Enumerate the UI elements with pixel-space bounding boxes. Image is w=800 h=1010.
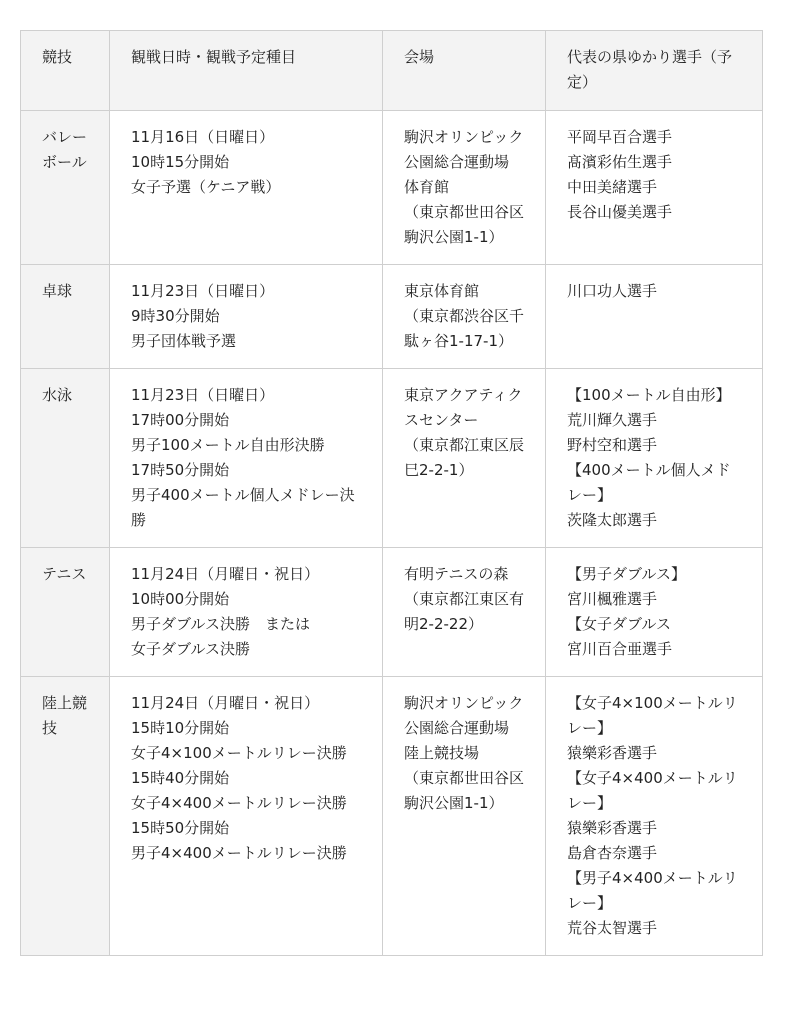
athlete-line: 中田美緒選手 xyxy=(567,178,658,196)
schedule-line: 11月24日（月曜日・祝日） xyxy=(131,565,320,583)
schedule-line: 11月24日（月曜日・祝日） xyxy=(131,694,320,712)
venue-line: （東京都世田谷区駒沢公園1-1） xyxy=(404,203,525,246)
schedule-line: 男子100メートル自由形決勝 xyxy=(131,436,325,454)
athlete-line: 【女子4×400メートルリレー】 xyxy=(567,769,738,812)
athlete-line: 髙濱彩佑生選手 xyxy=(567,153,673,171)
venue-line: 東京アクアティクスセンター xyxy=(404,386,523,429)
table-body xyxy=(21,111,763,956)
athlete-line: 荒川輝久選手 xyxy=(567,411,658,429)
schedule-line: 17時50分開始 xyxy=(131,461,230,479)
athletes-cell xyxy=(546,548,763,677)
athlete-line: 川口功人選手 xyxy=(567,282,658,300)
venue-line: 駒沢オリンピック公園総合運動場 陸上競技場 xyxy=(404,694,529,762)
athlete-line: 【400メートル個人メドレー】 xyxy=(567,461,731,504)
athlete-line: 宮川百合亜選手 xyxy=(567,640,673,658)
athlete-line: 【男子ダブルス】 xyxy=(567,565,686,583)
athlete-line: 【男子4×400メートルリレー】 xyxy=(567,869,738,912)
venue-line: （東京都世田谷区駒沢公園1-1） xyxy=(404,769,525,812)
header-schedule: 観戦日時・観戦予定種目 xyxy=(110,31,383,111)
venue-line: （東京都江東区辰巳2-2-1） xyxy=(404,436,525,479)
sport-cell: テニス xyxy=(21,548,110,677)
athlete-line: 猿樂彩香選手 xyxy=(567,819,658,837)
athlete-line: 野村空和選手 xyxy=(567,436,658,454)
schedule-line: 9時30分開始 xyxy=(131,307,220,325)
athlete-line: 荒谷太智選手 xyxy=(567,919,658,937)
header-venue: 会場 xyxy=(383,31,546,111)
schedule-line: 男子400メートル個人メドレー決勝 xyxy=(131,486,355,529)
schedule-line: 女子予選（ケニア戦） xyxy=(131,178,281,196)
athletes-cell xyxy=(546,111,763,265)
schedule-cell xyxy=(110,265,383,369)
athlete-line: 宮川楓雅選手 xyxy=(567,590,658,608)
venue-cell xyxy=(383,548,546,677)
venue-line: 駒沢オリンピック公園総合運動場 体育館 xyxy=(404,128,525,196)
athletes-cell xyxy=(546,677,763,956)
schedule-line: 10時15分開始 xyxy=(131,153,230,171)
athlete-line: 茨隆太郎選手 xyxy=(567,511,658,529)
athlete-line: 【女子4×100メートルリレー】 xyxy=(567,694,738,737)
venue-line: 有明テニスの森 xyxy=(404,565,509,583)
schedule-cell xyxy=(110,677,383,956)
venue-line: 東京体育館 xyxy=(404,282,480,300)
schedule-line: 15時40分開始 xyxy=(131,769,230,787)
sport-cell: 陸上競技 xyxy=(21,677,110,956)
sport-cell: バレーボール xyxy=(21,111,110,265)
venue-cell xyxy=(383,111,546,265)
schedule-line: 10時00分開始 xyxy=(131,590,230,608)
schedule-line: 17時00分開始 xyxy=(131,411,230,429)
athlete-line: 猿樂彩香選手 xyxy=(567,744,658,762)
schedule-line: 男子団体戦予選 xyxy=(131,332,237,350)
athletes-cell xyxy=(546,369,763,548)
header-sport: 競技 xyxy=(21,31,110,111)
table-header-row xyxy=(21,31,763,111)
venue-cell xyxy=(383,677,546,956)
table-row xyxy=(21,111,763,265)
schedule-line: 女子4×100メートルリレー決勝 xyxy=(131,744,347,762)
athletes-cell xyxy=(546,265,763,369)
table-row xyxy=(21,265,763,369)
table-row xyxy=(21,369,763,548)
schedule-line: 11月16日（日曜日） xyxy=(131,128,275,146)
sport-cell: 卓球 xyxy=(21,265,110,369)
athlete-line: 長谷山優美選手 xyxy=(567,203,673,221)
venue-line: （東京都江東区有明2-2-22） xyxy=(404,590,525,633)
schedule-cell xyxy=(110,548,383,677)
athlete-line: 平岡早百合選手 xyxy=(567,128,673,146)
sport-cell: 水泳 xyxy=(21,369,110,548)
schedule-line: 女子4×400メートルリレー決勝 xyxy=(131,794,347,812)
schedule-cell xyxy=(110,369,383,548)
athlete-line: 島倉杏奈選手 xyxy=(567,844,658,862)
venue-cell xyxy=(383,369,546,548)
venue-line: （東京都渋谷区千駄ヶ谷1-17-1） xyxy=(404,307,525,350)
table-row xyxy=(21,677,763,956)
schedule-line: 女子ダブルス決勝 xyxy=(131,640,250,658)
schedule-line: 11月23日（日曜日） xyxy=(131,386,275,404)
schedule-line: 11月23日（日曜日） xyxy=(131,282,275,300)
header-athletes: 代表の県ゆかり選手（予定） xyxy=(546,31,763,111)
schedule-line: 15時50分開始 xyxy=(131,819,230,837)
schedule-table xyxy=(20,30,763,956)
schedule-cell xyxy=(110,111,383,265)
athlete-line: 【女子ダブルス xyxy=(567,615,671,633)
athlete-line: 【100メートル自由形】 xyxy=(567,386,731,404)
table-row xyxy=(21,548,763,677)
schedule-line: 15時10分開始 xyxy=(131,719,230,737)
schedule-line: 男子4×400メートルリレー決勝 xyxy=(131,844,347,862)
schedule-line: 男子ダブルス決勝 または xyxy=(131,615,310,633)
venue-cell xyxy=(383,265,546,369)
